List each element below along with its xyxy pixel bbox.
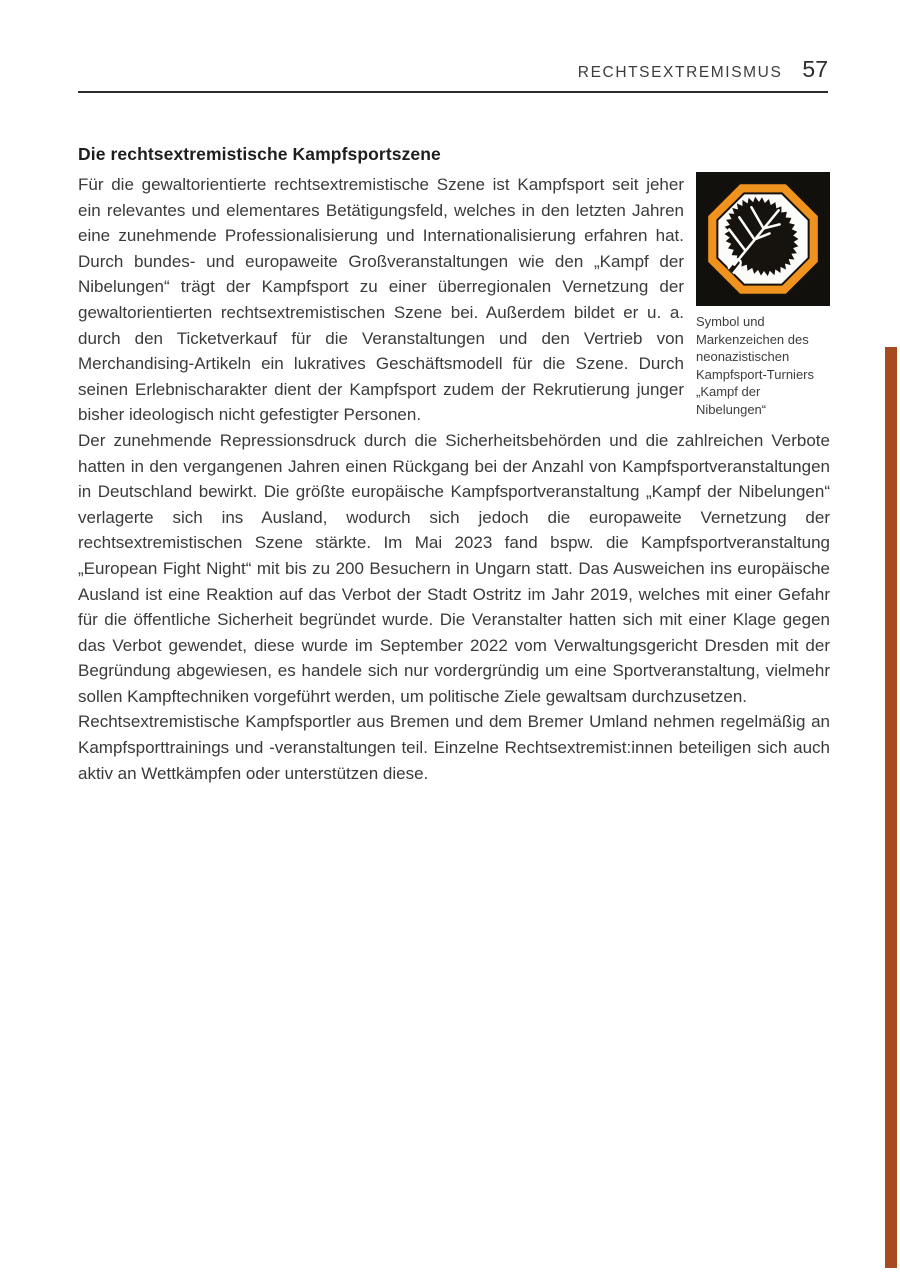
intro-section [78, 172, 830, 428]
section-label: RECHTSEXTREMISMUS [577, 64, 783, 81]
article-paragraph-3: Rechtsextremistische Kampfsportler aus Bremen und dem Bremer Umland nehmen regelmäßig an Kampfsporttrainings und -veranstaltungen teil. Einzelne Rechtsextremist:innen beteiligen sich auch aktiv an Wettkämpfen oder unterstützen diese. [78, 712, 830, 783]
article-paragraph-2: Der zunehmende Repressionsdruck durch die Sicherheitsbehörden und die zahlreichen Verbote hatten in den vergangenen Jahren einen Rückgang bei der Anzahl von Kampfsportveranstaltungen in Deutschland bewirkt. Die größte europäische Kampfsportveranstaltung „Kampf der Nibelungen“ verlagerte sich ins Ausland, wodurch sich jedoch die europaweite Vernetzung der rechtsextremistischen Szene stärkte. Im Mai 2023 fand bspw. die Kampfsportveranstaltung „European Fight Night“ mit bis zu 200 Besuchern in Ungarn statt. Das Ausweichen ins europäische Ausland ist eine Reaktion auf das Verbot der Stadt Ostritz im Jahr 2019, welches mit einer Gefahr für die öffentliche Sicherheit begründet wurde. Die Veranstalter hatten sich mit einer Klage gegen das Verbot gewendet, diese wurde im September 2022 vom Verwaltungsgericht Dresden mit der Begründung abgewiesen, es handele sich nur vordergründig um eine Sportveranstaltung, vielmehr sollen Kampftechniken vorgeführt werden, um politische Ziele gewaltsam durchzusetzen. [78, 430, 830, 706]
kampf-der-nibelungen-logo-image [696, 172, 830, 306]
page-content [78, 144, 830, 786]
running-head [578, 56, 828, 83]
article-heading: Die rechtsextremistische Kampfsportszene [78, 144, 441, 164]
page-edge-accent-bar [885, 347, 897, 1268]
header-rule [78, 91, 828, 93]
intro-text-column [78, 172, 684, 428]
page-number: 57 [802, 56, 828, 82]
figure-column [696, 172, 830, 418]
article-paragraph-1: Für die gewaltorientierte rechtsextremistische Szene ist Kampfsport seit jeher ein relevantes und elementares Betätigungsfeld, welches in den letzten Jahren eine zunehmende Professionalisierung und Internationalisierung erfahren hat. Durch bundes- und europaweite Großveranstaltungen wie den „Kampf der Nibelungen“ trägt der Kampfsport zu einer überregionalen Vernetzung der gewaltorientierten rechtsextremistischen Szene bei. Außerdem bildet er u. a. durch den Ticketverkauf für die Veranstaltungen und den Vertrieb von Merchandising-Artikeln ein lukratives Geschäftsmodell für die Szene. Durch seinen Erlebnischarakter dient der Kampfsport zudem der Rekrutierung junger bisher ideologisch nicht gefestigter Personen. [78, 175, 684, 425]
figure-caption: Symbol und Markenzeichen des neonazistischen Kampfsport-Turniers „Kampf der Nibelungen“ [696, 314, 814, 417]
